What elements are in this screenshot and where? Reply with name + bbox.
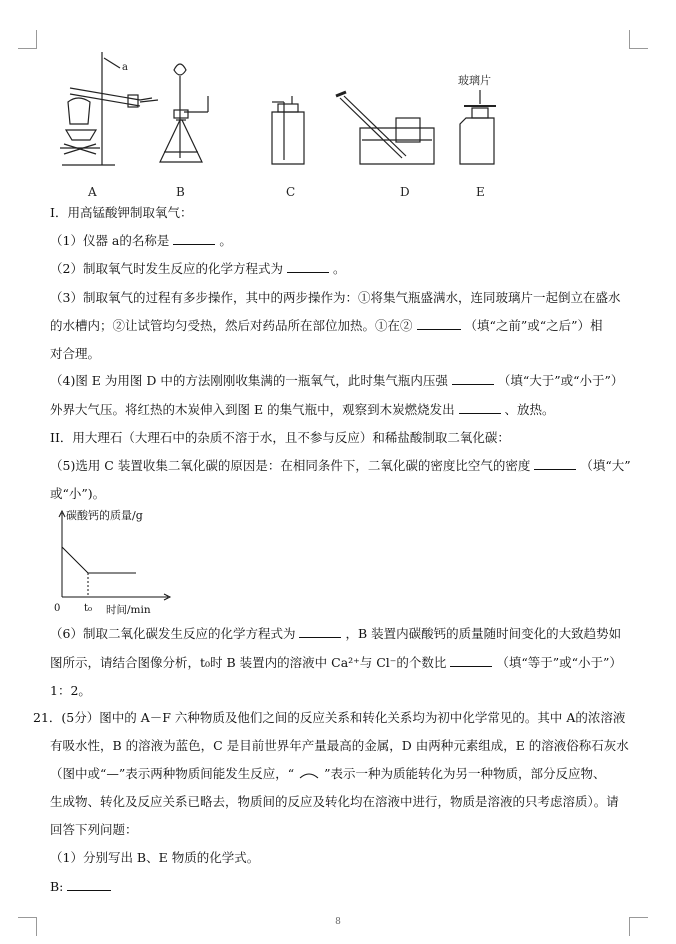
label-a-annotation: a — [122, 62, 128, 73]
apparatus-e-gas-bottle-with-plate — [460, 90, 496, 164]
question-6-line-1 — [50, 625, 640, 643]
graph-y-label: 碳酸钙的质量/g — [66, 509, 143, 522]
label-c: C — [286, 185, 296, 199]
corner-mark-top-left — [18, 30, 37, 49]
corner-mark-top-right — [629, 30, 648, 49]
question-21-line-3-text: （图中或“—”表示两种物质间能发生反应，“ — [50, 766, 295, 781]
answer-blank-6a[interactable] — [299, 625, 341, 638]
question-1-text: （1）仪器 a的名称是 — [50, 233, 170, 248]
answer-blank-3[interactable] — [417, 317, 461, 330]
apparatus-c-gas-bottle — [272, 96, 304, 164]
question-2-text: （2）制取氧气时发生反应的化学方程式为 — [50, 261, 283, 276]
apparatus-a-heating-tube — [60, 52, 158, 165]
question-6-line-2-end: （填“等于”或“小于”） — [496, 655, 622, 670]
question-4-line-2-text: 外界大气压。将红热的木炭伸入到图 E 的集气瓶中，观察到木炭燃烧发出 — [50, 402, 455, 417]
page-number: 8 — [335, 917, 341, 927]
answer-blank-4a[interactable] — [452, 372, 494, 385]
question-6-line-2 — [50, 654, 640, 672]
question-3-line-1: （3）制取氧气的过程有多步操作，其中的两步操作为：①将集气瓶盛满水，连同玻璃片一起倒立在盛水 — [50, 290, 621, 305]
graph-curve — [62, 547, 136, 573]
apparatus-b-conical-flask — [160, 64, 208, 162]
label-b: B — [176, 185, 185, 199]
question-6-line-1-end: ，B 装置内碳酸钙的质量随时间变化的大致趋势如 — [345, 626, 622, 641]
label-d: D — [400, 185, 410, 199]
question-3-line-2-text: 的水槽内；②让试管均匀受热，然后对药品所在部位加热。①在② — [50, 318, 413, 333]
question-21-line-3-end: ”表示一种为质能转化为另一种物质，部分反应物、 — [324, 766, 606, 781]
question-2-end: 。 — [332, 261, 346, 276]
question-5-line-1-text: （5)选用 C 装置收集二氧化碳的原因是：在相同条件下，二氧化碳的密度比空气的密度 — [50, 458, 531, 473]
question-21-line-3 — [50, 765, 640, 783]
question-21-line-2: 有吸水性，B 的溶液为蓝色，C 是目前世界年产量最高的金属，D 由两种元素组成，E 的溶液俗称石灰水 — [50, 738, 629, 753]
question-21-line-5: 回答下列问题： — [50, 822, 138, 837]
question-6-line-1-text: （6）制取二氧化碳发生反应的化学方程式为 — [50, 626, 296, 641]
calcium-carbonate-mass-graph — [48, 505, 178, 617]
question-6-line-3: 1：2。 — [50, 683, 91, 698]
apparatus-figure — [40, 40, 600, 205]
label-glass-plate: 玻璃片 — [458, 74, 491, 87]
graph-t0-label: t₀ — [84, 603, 93, 614]
answer-blank-5[interactable] — [534, 457, 576, 470]
graph-origin-label: 0 — [54, 603, 61, 614]
question-3-line-2-end: （填“之前”或“之后”）相 — [464, 318, 603, 333]
question-3-line-3: 对合理。 — [50, 346, 101, 361]
question-21-line-4: 生成物、转化及反应关系已略去，物质间的反应及转化均在溶液中进行，物质是溶液的只考虑溶质）。请 — [50, 794, 619, 809]
question-5-line-1-end: （填“大” — [580, 458, 631, 473]
answer-blank-b[interactable] — [67, 878, 111, 891]
answer-blank-6b[interactable] — [450, 654, 492, 667]
question-1 — [50, 232, 640, 250]
answer-blank-4b[interactable] — [459, 401, 501, 414]
label-a: A — [88, 185, 97, 199]
question-4-line-2 — [50, 401, 640, 419]
question-5-line-2: 或“小”)。 — [50, 486, 106, 501]
question-4-line-1 — [50, 372, 640, 390]
question-21-sub-1: （1）分别写出 B、E 物质的化学式。 — [50, 850, 260, 865]
answer-b-label: B: — [50, 879, 64, 894]
question-4-line-1-text: （4)图 E 为用图 D 中的方法刚刚收集满的一瓶氧气，此时集气瓶内压强 — [50, 373, 448, 388]
part1-title: I．用高锰酸钾制取氧气： — [50, 205, 193, 220]
question-1-end: 。 — [219, 233, 232, 248]
question-3-line-2 — [50, 317, 640, 335]
part2-title: II．用大理石（大理石中的杂质不溶于水，且不参与反应）和稀盐酸制取二氧化碳： — [50, 430, 510, 445]
question-5-line-1 — [50, 457, 640, 475]
answer-blank-1[interactable] — [173, 232, 215, 245]
question-2 — [50, 260, 640, 278]
answer-blank-2[interactable] — [287, 260, 329, 273]
question-21-answer-b — [50, 878, 640, 896]
graph-x-label: 时间/min — [106, 604, 151, 616]
question-21-line-1: 21．(5分）图中的 A－F 六种物质及他们之间的反应关系和转化关系均为初中化学常见的。其中 A的浓溶液 — [33, 710, 626, 725]
question-4-line-1-end: （填“大于”或“小于”） — [497, 373, 624, 388]
apparatus-d-water-trough — [336, 92, 434, 164]
conversion-arrow-icon — [298, 770, 320, 780]
label-e: E — [476, 185, 485, 199]
question-4-line-2-end: 、放热。 — [504, 402, 555, 417]
question-6-line-2-text: 图所示，请结合图像分析，t₀时 B 装置内的溶液中 Ca²⁺与 Cl⁻的个数比 — [50, 655, 447, 670]
